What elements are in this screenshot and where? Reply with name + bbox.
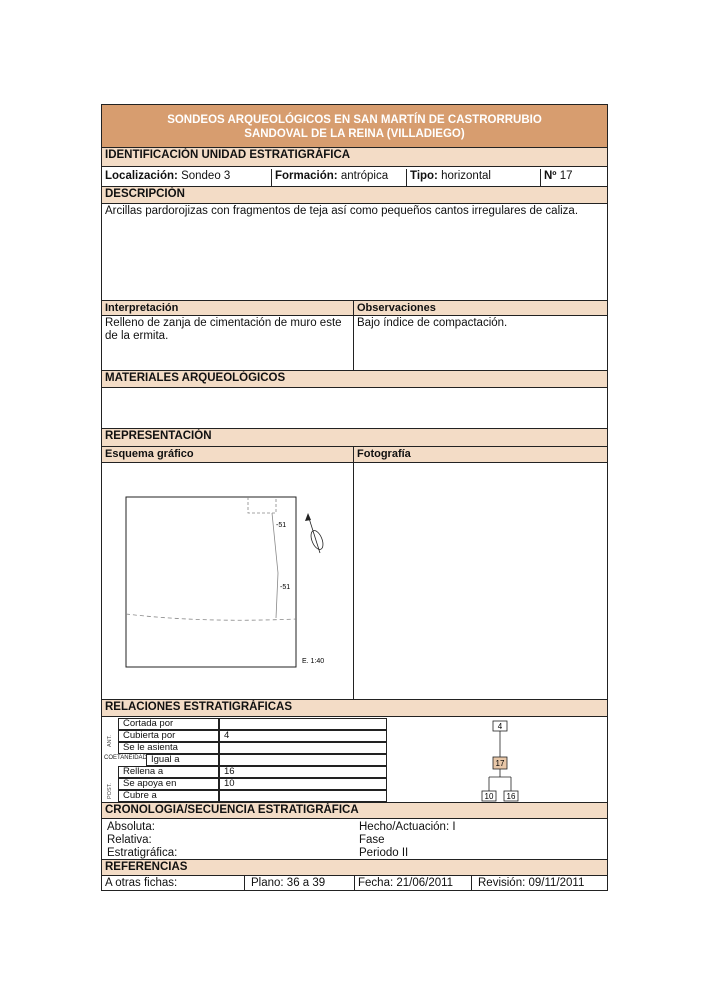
localizacion-label: Localización:: [105, 170, 178, 182]
rel-value-apoya: 10: [219, 778, 387, 790]
referencias-row: [102, 876, 607, 890]
trench-outline: [126, 497, 296, 667]
observaciones-heading: Observaciones: [354, 301, 607, 316]
materiales-heading: MATERIALES ARQUEOLÓGICOS: [102, 371, 607, 388]
wall-cut-dashed: [248, 497, 276, 513]
cronologia-fase: Fase: [359, 834, 385, 846]
rel-label-rellena: Rellena a: [118, 766, 219, 778]
rel-value-asienta: [219, 742, 387, 754]
rel-value-cubre: [219, 790, 387, 802]
materiales-body: [102, 388, 607, 429]
rel-label-asienta: Se le asienta: [118, 742, 219, 754]
tipo-field: [407, 169, 541, 187]
group-ant-label: ANT.: [107, 735, 113, 747]
formacion-field: [272, 169, 407, 187]
rel-value-cubierta: 4: [219, 730, 387, 742]
descripcion-text: Arcillas pardorojizas con fragmentos de teja así como pequeños cantos irregulares de caliza.: [102, 204, 607, 301]
numero-label: Nº: [544, 170, 557, 182]
cronologia-estratigrafica: Estratigráfica:: [107, 847, 178, 859]
tipo-label: Tipo:: [410, 170, 438, 182]
rel-value-igual: [219, 754, 387, 766]
interpretacion-text: Relleno de zanja de cimentación de muro este de la ermita.: [102, 316, 354, 371]
referencias-fecha: Fecha: 21/06/2011: [355, 876, 472, 890]
north-arrow-icon: [305, 513, 325, 553]
rel-label-apoya: Se apoya en: [118, 778, 219, 790]
matrix-node-top-label: 4: [497, 722, 503, 731]
rel-value-cortada: [219, 718, 387, 730]
identificacion-heading: IDENTIFICACIÓN UNIDAD ESTRATIGRÁFICA: [102, 148, 607, 167]
referencias-heading: REFERENCIAS: [102, 860, 607, 876]
harris-matrix-diagram: [472, 719, 532, 803]
cronologia-absoluta: Absoluta:: [107, 821, 155, 833]
rel-label-igual: Igual a: [146, 754, 219, 766]
formacion-value: antrópica: [340, 170, 389, 182]
cronologia-heading: CRONOLOGIA/SECUENCIA ESTRATIGRÁFICA: [102, 803, 607, 819]
title-line-2: SANDOVAL DE LA REINA (VILLADIEGO): [244, 128, 465, 140]
cronologia-relativa: Relativa:: [107, 834, 152, 846]
group-post-label: POST.: [107, 783, 113, 799]
layer-boundary-dashed: [126, 614, 296, 620]
rel-label-cortada: Cortada por: [118, 718, 219, 730]
referencias-otras: A otras fichas:: [102, 876, 245, 890]
descripcion-heading: DESCRIPCIÓN: [102, 187, 607, 204]
rel-label-cubre: Cubre a: [118, 790, 219, 802]
fotografia-heading: Fotografía: [354, 447, 607, 463]
esquema-area: [102, 463, 354, 700]
cronologia-body: [102, 819, 607, 860]
group-coet-label: COETANEIDAD: [104, 755, 147, 761]
esquema-heading: Esquema gráfico: [102, 447, 354, 463]
formacion-label: Formación:: [275, 170, 338, 182]
interpretacion-heading: Interpretación: [102, 301, 354, 316]
matrix-node-right-label: 16: [506, 792, 516, 801]
representacion-heading: REPRESENTACIÓN: [102, 429, 607, 447]
observaciones-text: Bajo índice de compactación.: [354, 316, 607, 371]
rel-label-cubierta: Cubierta por: [118, 730, 219, 742]
record-sheet: [101, 104, 608, 891]
identificacion-row: [102, 167, 607, 187]
cronologia-periodo: Periodo II: [359, 847, 409, 859]
relaciones-heading: RELACIONES ESTRATIGRÁFICAS: [102, 700, 607, 717]
numero-field: [541, 169, 607, 187]
title-line-1: SONDEOS ARQUEOLÓGICOS EN SAN MARTÍN DE CASTRORRUBIO: [167, 114, 542, 126]
fotografia-area: [354, 463, 607, 700]
localizacion-value: Sondeo 3: [181, 170, 231, 182]
rel-value-rellena: 16: [219, 766, 387, 778]
elevation-label-top: -51: [276, 522, 287, 529]
matrix-node-left-label: 10: [484, 792, 494, 801]
matrix-node-current-label: 17: [495, 759, 505, 768]
cronologia-hecho: Hecho/Actuación: I: [359, 821, 456, 833]
localizacion-field: [102, 169, 272, 187]
numero-value: 17: [559, 170, 573, 182]
elevation-label-mid: -51: [280, 584, 291, 591]
relaciones-body: [102, 717, 607, 803]
sheet-title: [102, 105, 607, 148]
scale-label: E. 1:40: [302, 658, 325, 665]
tipo-value: horizontal: [441, 170, 491, 182]
referencias-revision: Revisión: 09/11/2011: [478, 877, 585, 889]
stratigraphic-sketch: [102, 463, 352, 699]
referencias-plano: Plano: 36 a 39: [245, 876, 355, 890]
